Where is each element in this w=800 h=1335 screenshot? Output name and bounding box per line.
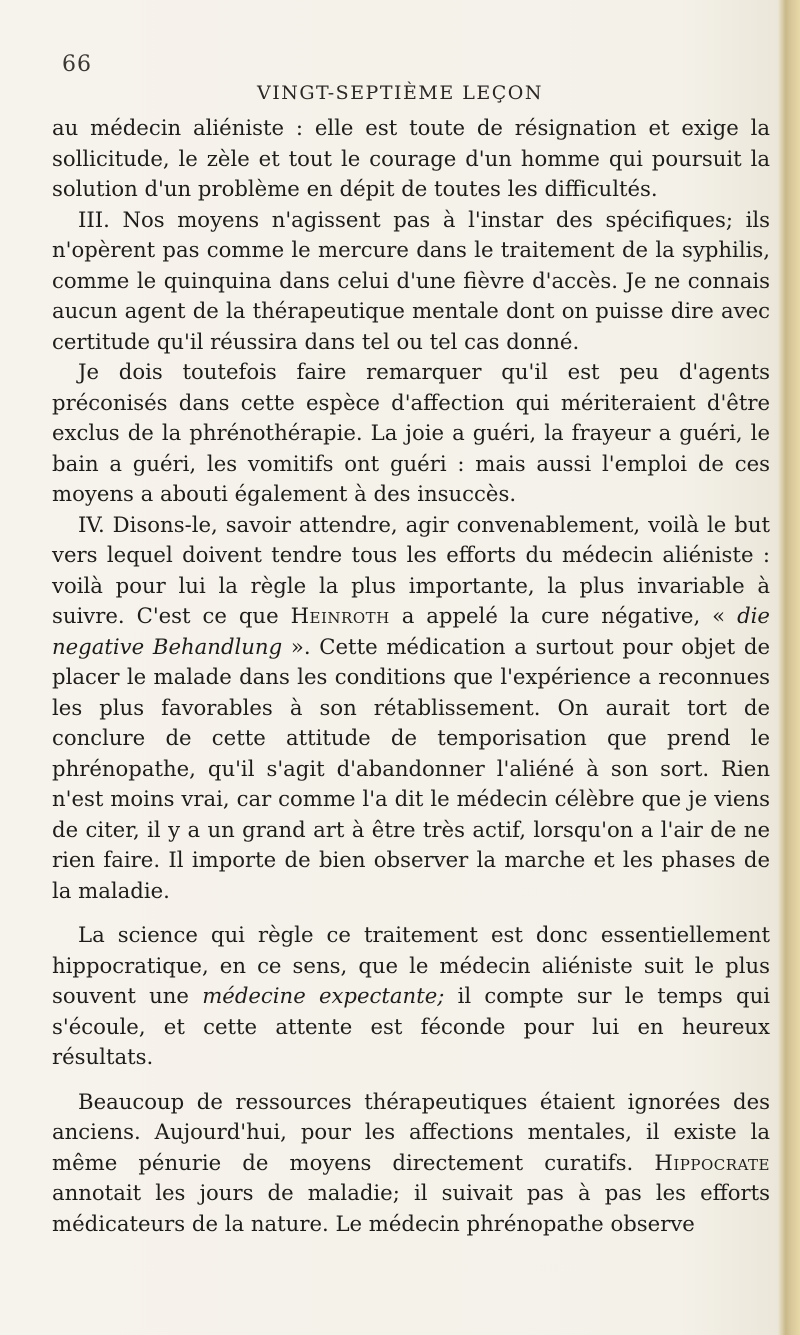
paragraph-4 xyxy=(52,510,770,907)
paragraph-4-part-a: IV. Disons-le, savoir attendre, agir convenablement, voilà le but vers lequel doivent tendre tous les efforts du médecin aliéniste : voilà pour lui la règle la plus importante, la plus invariable à suivre. C'est ce que xyxy=(52,511,770,628)
author-name-hippocrate: Hippocrate xyxy=(654,1149,770,1175)
body-text xyxy=(52,113,770,1239)
page-edge-shadow xyxy=(778,0,800,1335)
paragraph-5 xyxy=(52,920,770,1073)
italic-term: médecine expectante; xyxy=(202,983,445,1008)
paragraph-6-part-b: annotait les jours de maladie; il suivait pas à pas les efforts médicateurs de la nature. Le médecin phrénopathe observe xyxy=(52,1180,770,1236)
author-name-heinroth: Heinroth xyxy=(290,603,390,628)
paragraph-4-part-c: ». Cette médication a surtout pour objet de placer le malade dans les conditions que l'expérience a reconnues les plus favorables à son rétablissement. On aurait tort de conclure de cette attitude de temporisation que prend le phrénopathe, qu'il s'agit d'abandonner l'aliéné à son sort. Rien n'est moins vrai, car comme l'a dit le médecin célèbre que je viens de citer, il y a un grand art à être très actif, lorsqu'on a l'air de ne rien faire. Il importe de bien observer la marche et les phases de la maladie. xyxy=(52,633,770,903)
paragraph-6 xyxy=(52,1087,770,1240)
paragraph-6-part-a: Beaucoup de ressources thérapeutiques étaient ignorées des anciens. Aujourd'hui, pour les affections mentales, il existe la même pénurie de moyens directement curatifs. xyxy=(52,1088,770,1175)
paragraph-2: III. Nos moyens n'agissent pas à l'instar des spécifiques; ils n'opèrent pas comme le mercure dans le traitement de la syphilis, comme le quinquina dans celui d'une fièvre d'accès. Je ne connais aucun agent de la thérapeutique mentale dont on puisse dire avec certitude qu'il réussira dans tel ou tel cas donné. xyxy=(52,206,770,354)
paragraph-1: au médecin aliéniste : elle est toute de résignation et exige la sollicitude, le zèle et tout le courage d'un homme qui poursuit la solution d'un problème en dépit de toutes les difficultés. xyxy=(52,115,770,201)
paragraph-5-part-a: La science qui règle ce traitement est donc essentiellement hippocratique, en ce sens, que le médecin aliéniste suit le plus souvent une xyxy=(52,922,770,1008)
running-title: VINGT-SEPTIÈME LEÇON xyxy=(257,82,543,104)
german-term: die negative Behandlung xyxy=(52,603,770,659)
paragraph-4-part-b: a appelé la cure négative, « xyxy=(401,603,726,628)
paragraph-5-part-b: il compte sur le temps qui s'écoule, et cette attente est féconde pour lui en heureux résultats. xyxy=(52,983,770,1069)
paragraph-3: Je dois toutefois faire remarquer qu'il est peu d'agents préconisés dans cette espèce d'affection qui mériteraient d'être exclus de la phrénothérapie. La joie a guéri, la frayeur a guéri, le bain a guéri, les vomitifs ont guéri : mais aussi l'emploi de ces moyens a abouti également à des insuccès. xyxy=(52,359,770,506)
page-number: 66 xyxy=(62,52,92,77)
